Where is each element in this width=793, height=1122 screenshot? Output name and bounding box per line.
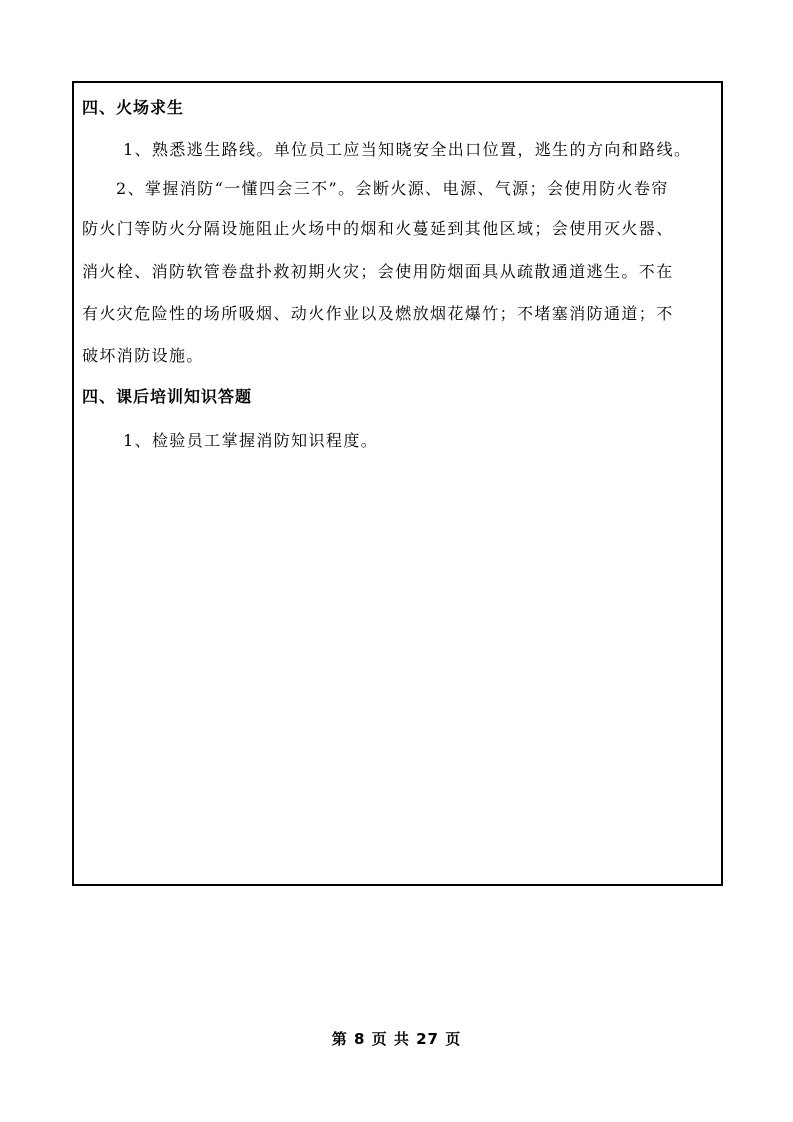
paragraph-fire-knowledge-line-2: 防火门等防火分隔设施阻止火场中的烟和火蔓延到其他区域；会使用灭火器、	[82, 219, 674, 238]
page-footer	[0, 1028, 793, 1049]
paragraph-fire-knowledge-line-1: 2、掌握消防“一懂四会三不”。会断火源、电源、气源；会使用防火卷帘	[116, 179, 669, 198]
footer-prefix: 第	[331, 1030, 348, 1048]
footer-current-page: 8	[353, 1030, 366, 1048]
paragraph-quiz-item: 1、检验员工掌握消防知识程度。	[123, 431, 379, 450]
content-frame	[72, 81, 723, 886]
paragraph-fire-knowledge-line-3: 消火栓、消防软管卷盘扑救初期火灾；会使用防烟面具从疏散通道逃生。不在	[82, 262, 674, 281]
paragraph-fire-knowledge-line-5: 破坏消防设施。	[82, 346, 204, 365]
section-heading-quiz: 四、课后培训知识答题	[82, 387, 253, 406]
footer-middle: 页 共	[371, 1030, 410, 1048]
paragraph-escape-route: 1、熟悉逃生路线。单位员工应当知晓安全出口位置，逃生的方向和路线。	[123, 140, 692, 159]
footer-suffix: 页	[445, 1030, 462, 1048]
paragraph-fire-knowledge-line-4: 有火灾危险性的场所吸烟、动火作业以及燃放烟花爆竹；不堵塞消防通道；不	[82, 304, 674, 323]
section-heading-fire-escape: 四、火场求生	[82, 98, 185, 117]
footer-total-pages: 27	[416, 1030, 439, 1048]
